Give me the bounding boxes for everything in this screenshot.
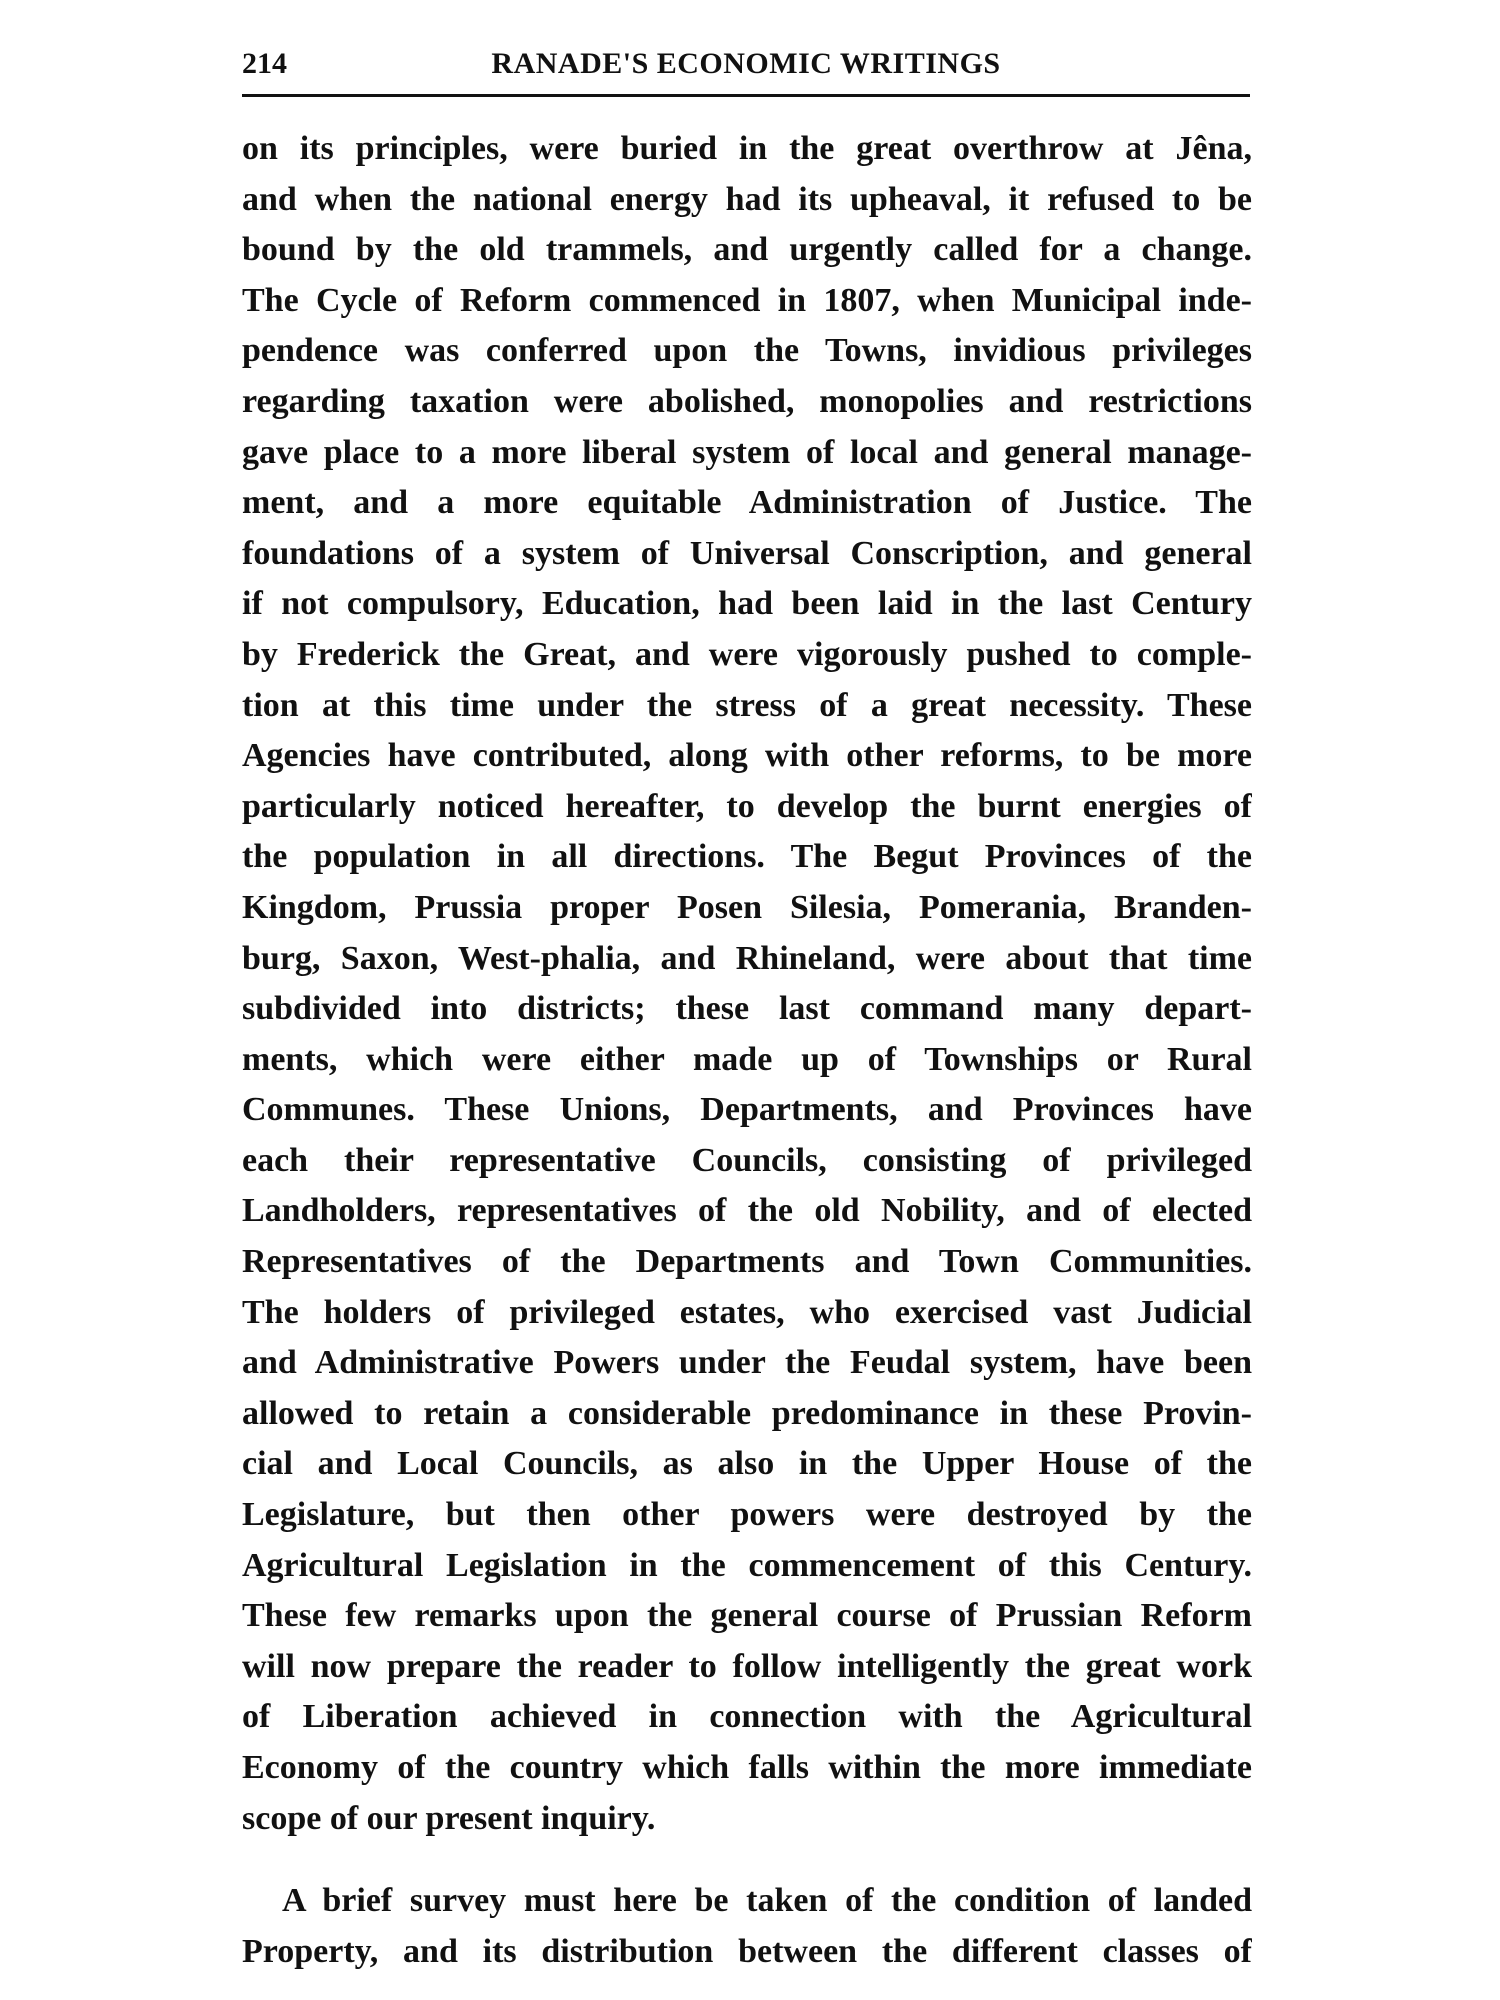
text-line: Agricultural Legislation in the commencement of this Century. (242, 1546, 1252, 1584)
body-text (242, 124, 1252, 1977)
text-line: Property, and its distribution between the different classes of (242, 1932, 1252, 1970)
text-line: These few remarks upon the general course of Prussian Reform (242, 1597, 1252, 1635)
text-line: tion at this time under the stress of a great necessity. These (242, 686, 1252, 724)
text-line: Economy of the country which falls within the more immediate (242, 1749, 1252, 1786)
text-line: Representatives of the Departments and Town Communities. (242, 1243, 1252, 1281)
text-line: ment, and a more equitable Administration of Justice. The (242, 484, 1252, 522)
page-number: 214 (242, 47, 287, 80)
page-header (242, 42, 1250, 97)
text-line: and when the national energy had its upheaval, it refused to be (242, 180, 1252, 218)
text-line: burg, Saxon, West-phalia, and Rhineland, were about that time (242, 939, 1252, 977)
text-line: if not compulsory, Education, had been laid in the last Century (242, 585, 1252, 623)
text-line: scope of our present inquiry. (242, 1799, 656, 1837)
text-line: pendence was conferred upon the Towns, invidious privileges (242, 332, 1252, 370)
text-line: of Liberation achieved in connection with the Agricultural (242, 1698, 1252, 1736)
text-line: each their representative Councils, consisting of privileged (242, 1141, 1252, 1179)
text-line: by Frederick the Great, and were vigorously pushed to comple- (242, 635, 1252, 673)
text-line: foundations of a system of Universal Conscription, and general (242, 534, 1252, 572)
text-line: gave place to a more liberal system of local and general manage- (242, 433, 1252, 471)
text-line: Communes. These Unions, Departments, and Provinces have (242, 1091, 1252, 1129)
text-line: Kingdom, Prussia proper Posen Silesia, Pomerania, Branden- (242, 888, 1252, 926)
text-line: subdivided into districts; these last command many depart- (242, 990, 1252, 1028)
text-line: Landholders, representatives of the old Nobility, and of elected (242, 1192, 1252, 1230)
paragraph (242, 124, 1252, 1844)
text-line: the population in all directions. The Begut Provinces of the (242, 838, 1252, 876)
text-line: allowed to retain a considerable predominance in these Provin- (242, 1394, 1252, 1432)
text-line: The holders of privileged estates, who exercised vast Judicial (242, 1293, 1252, 1331)
text-line: Agencies have contributed, along with other reforms, to be more (242, 737, 1252, 775)
paragraph (242, 1876, 1252, 1977)
text-line: ments, which were either made up of Townships or Rural (242, 1040, 1252, 1078)
text-line: bound by the old trammels, and urgently called for a change. (242, 231, 1252, 269)
text-line: The Cycle of Reform commenced in 1807, when Municipal inde- (242, 281, 1252, 319)
text-line: and Administrative Powers under the Feudal system, have been (242, 1344, 1252, 1382)
text-line: particularly noticed hereafter, to develop the burnt energies of (242, 787, 1252, 825)
running-head: RANADE'S ECONOMIC WRITINGS (491, 47, 1001, 80)
text-line: A brief survey must here be taken of the condition of landed (282, 1882, 1252, 1920)
text-line: cial and Local Councils, as also in the Upper House of the (242, 1445, 1252, 1483)
text-line: will now prepare the reader to follow intelligently the great work (242, 1647, 1252, 1685)
text-line: on its principles, were buried in the great overthrow at Jêna, (242, 130, 1252, 167)
paragraph-gap (242, 1844, 1252, 1876)
text-line: Legislature, but then other powers were destroyed by the (242, 1496, 1252, 1534)
text-line: regarding taxation were abolished, monopolies and restrictions (242, 382, 1252, 420)
